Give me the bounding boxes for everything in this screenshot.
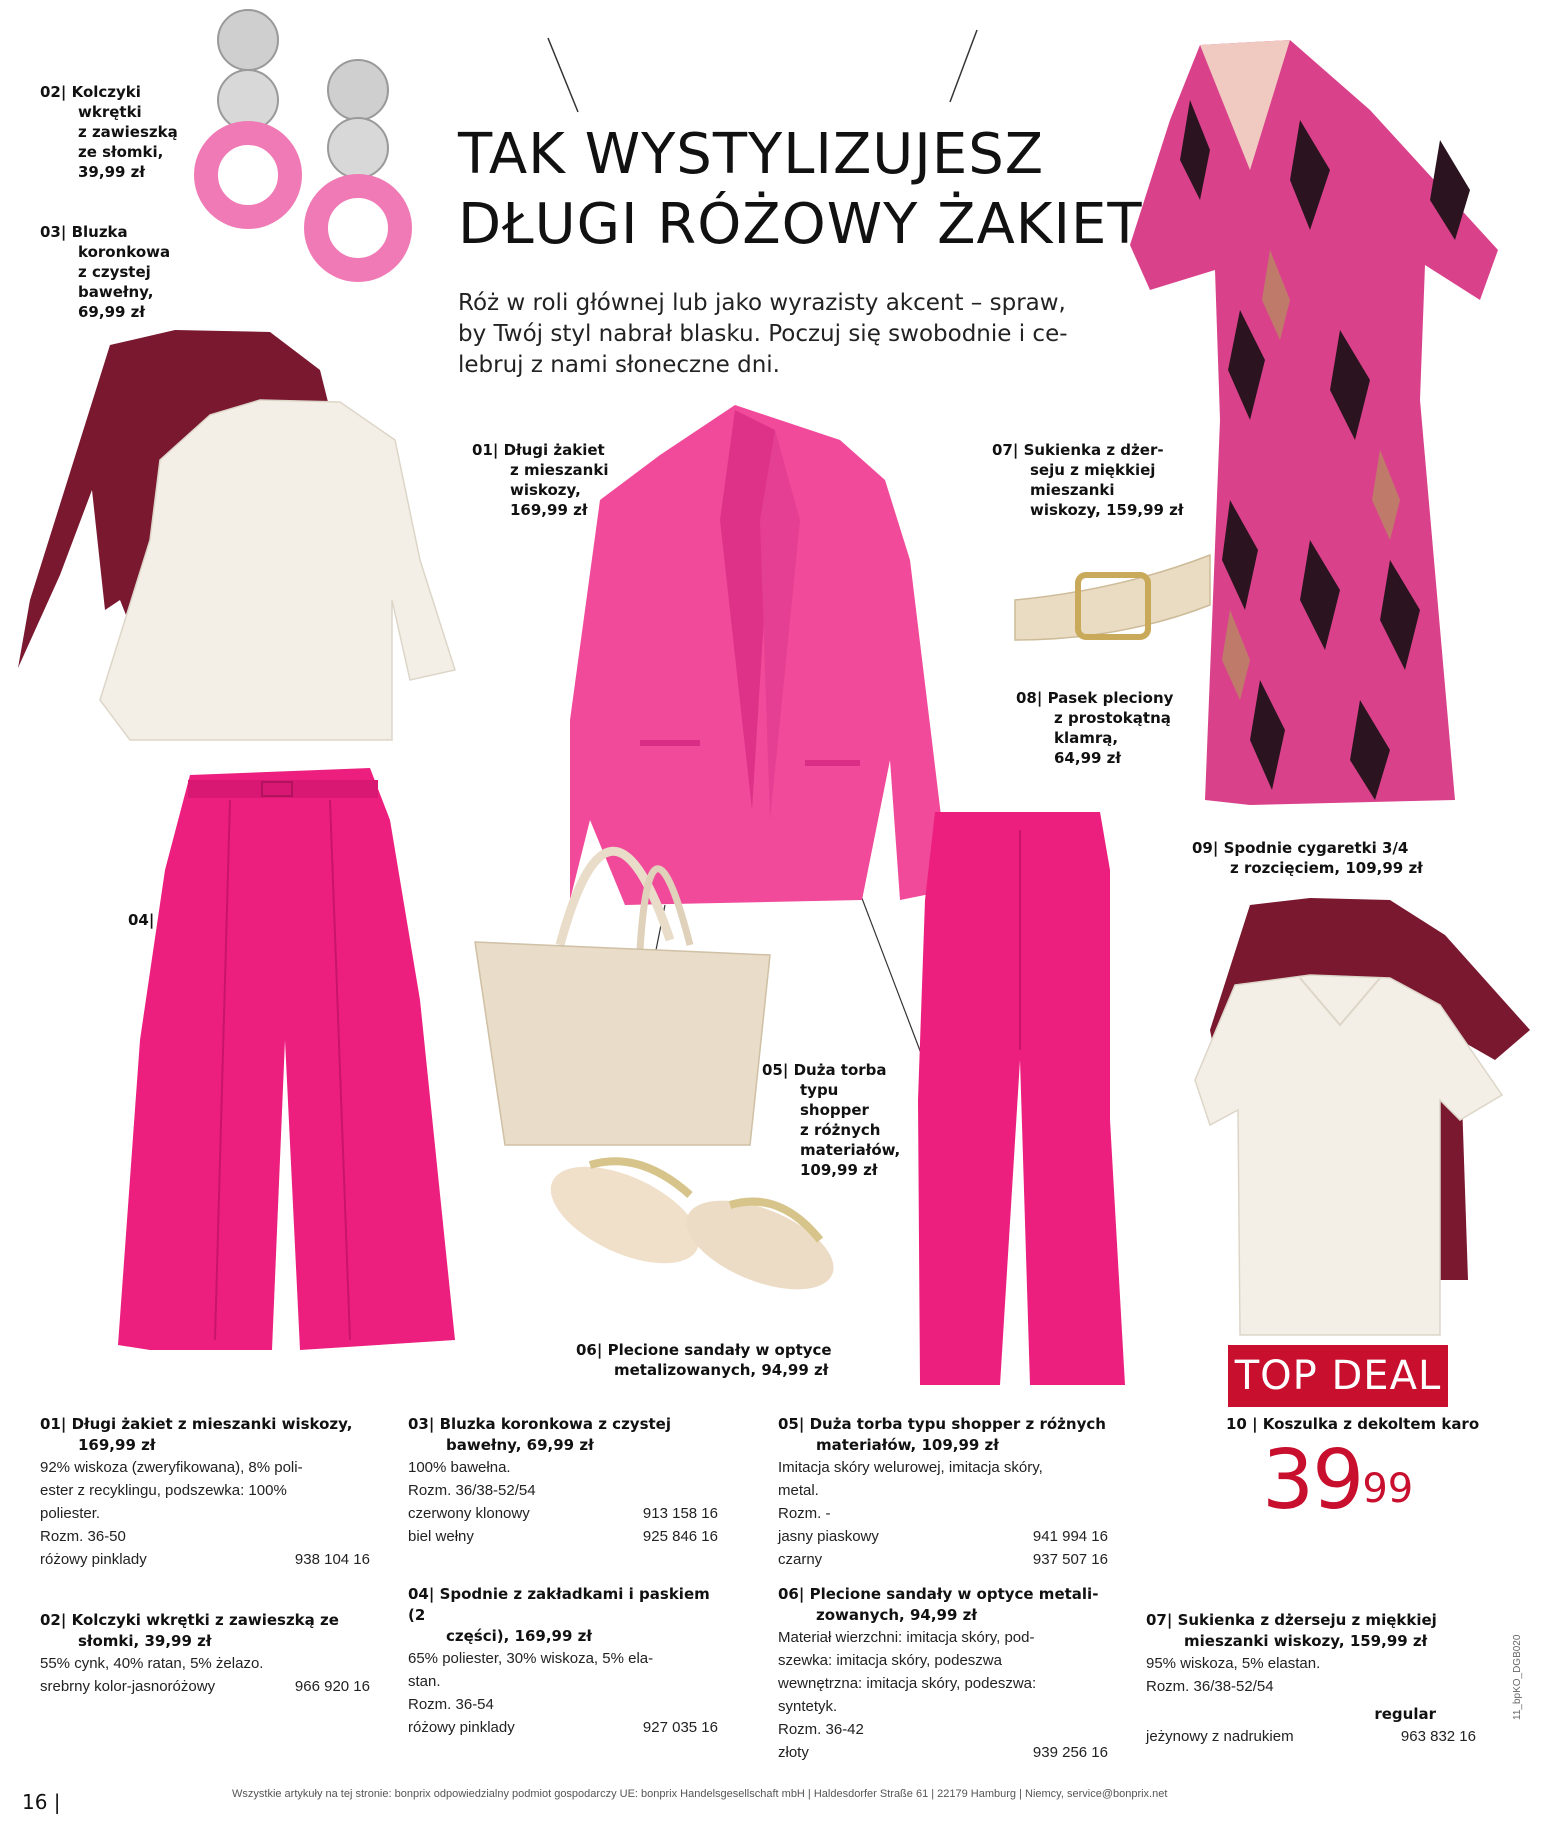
label-line: Spodnie cygaretki 3/4 — [1223, 839, 1409, 857]
label-number: 01 — [472, 441, 493, 459]
spec-variant-row: biel wełny 925 846 16 — [408, 1528, 718, 1545]
spec-line: Imitacja skóry welurowej, imitacja skóry, — [778, 1459, 1043, 1476]
label-number: 04 — [128, 911, 149, 929]
spec-line: Rozm. - — [778, 1505, 831, 1522]
spec-line: Rozm. 36/38-52/54 — [408, 1482, 536, 1499]
label-line: ze słomki, — [78, 143, 164, 161]
label-line: Pasek pleciony — [1047, 689, 1174, 707]
label-line: z różnych — [800, 1121, 881, 1139]
intro-text — [458, 288, 1098, 381]
spec-heading: 169,99 zł — [78, 1436, 156, 1454]
spec-variant-row: czarny 937 507 16 — [778, 1551, 1108, 1568]
label-tote-bag: 05| Duża torba typu shopper z różnych materiałów, 109,99 zł — [762, 1061, 901, 1179]
spec-variant-row: jasny piaskowy 941 994 16 — [778, 1528, 1108, 1545]
spec-block-02 — [40, 1610, 370, 1698]
label-line: z zawieszką — [78, 123, 178, 141]
spec-line: wewnętrzna: imitacja skóry, podeszwa: — [778, 1675, 1037, 1692]
wide-trousers-image — [118, 768, 455, 1350]
spec-line: ester z recyklingu, podszewka: 100% — [40, 1482, 287, 1499]
spec-variant-row: różowy pinklady 927 035 16 — [408, 1719, 718, 1736]
label-line: 39,99 zł — [78, 163, 145, 181]
label-line: bawełny, — [78, 283, 154, 301]
label-line: shopper — [800, 1101, 869, 1119]
top-deal-badge: TOP DEAL — [1228, 1345, 1448, 1407]
label-line: Kolczyki — [71, 83, 141, 101]
spec-block-06 — [778, 1584, 1108, 1764]
cigarette-trousers-image — [918, 812, 1125, 1385]
spec-variant-row: czerwony klonowy 913 158 16 — [408, 1505, 718, 1522]
spec-heading: materiałów, 109,99 zł — [816, 1436, 999, 1454]
intro-line: lebruj z nami słoneczne dni. — [458, 352, 780, 378]
spec-line: 55% cynk, 40% ratan, 5% żelazo. — [40, 1655, 264, 1672]
label-blouse: 03| Bluzka koronkowa z czystej bawełny, 69,99 zł — [40, 223, 171, 321]
blouse-image — [18, 330, 455, 740]
title-line-2: DŁUGI RÓŻOWY ŻAKIET — [458, 192, 1143, 257]
spec-line: Rozm. 36-42 — [778, 1721, 864, 1738]
label-line: typu — [800, 1081, 839, 1099]
spec-line: Rozm. 36/38-52/54 — [1146, 1678, 1274, 1695]
spec-heading: bawełny, 69,99 zł — [446, 1436, 594, 1454]
spec-heading: 01| Długi żakiet z mieszanki wiskozy, — [40, 1415, 353, 1433]
label-line: 69,99 zł — [78, 303, 145, 321]
spec-heading: mieszanki wiskozy, 159,99 zł — [1184, 1632, 1428, 1650]
label-earrings: 02| Kolczyki wkrętki z zawieszką ze słomki, 39,99 zł — [40, 83, 178, 181]
spec-block-01 — [40, 1414, 370, 1571]
label-line: z rozcięciem, 109,99 zł — [1230, 859, 1423, 877]
label-belt: 08| Pasek pleciony z prostokątną klamrą, 64,99 zł — [1016, 689, 1174, 767]
label-line: klamrą, — [1054, 729, 1119, 747]
spec-line: szewka: imitacja skóry, podeszwa — [778, 1652, 1002, 1669]
side-code: 11_bpKO_DGB020 — [1512, 1634, 1523, 1720]
label-number: 06 — [576, 1341, 597, 1359]
label-sandals: 06| Plecione sandały w optyce metalizowanych, 94,99 zł — [576, 1341, 832, 1379]
label-line: wkrętki — [78, 103, 142, 121]
label-dress: 07| Sukienka z dżer- seju z miękkiej mieszanki wiskozy, 159,99 zł — [992, 441, 1184, 519]
spec-variant-row: różowy pinklady 938 104 16 — [40, 1551, 370, 1568]
spec-variant-row: jeżynowy z nadrukiem 963 832 16 — [1146, 1728, 1476, 1745]
label-number: 08 — [1016, 689, 1037, 707]
spec-block-03 — [408, 1414, 718, 1548]
page-number: 16 | — [22, 1790, 61, 1814]
label-line: wiskozy, — [510, 481, 581, 499]
spec-variant-row: srebrny kolor-jasnoróżowy 966 920 16 — [40, 1678, 370, 1695]
spec-variant-row: złoty 939 256 16 — [778, 1744, 1108, 1761]
spec-heading: 05| Duża torba typu shopper z różnych — [778, 1415, 1106, 1433]
label-line: wiskozy, 159,99 zł — [1030, 501, 1184, 519]
spec-line: 100% bawełna. — [408, 1459, 511, 1476]
spec-line: Rozm. 36-50 — [40, 1528, 126, 1545]
spec-heading: części), 169,99 zł — [446, 1627, 592, 1645]
spec-heading: 07| Sukienka z dżerseju z miękkiej — [1146, 1611, 1437, 1629]
spec-line: Rozm. 36-54 — [408, 1696, 494, 1713]
spec-line: Materiał wierzchni: imitacja skóry, pod- — [778, 1629, 1035, 1646]
label-number: 02 — [40, 83, 61, 101]
label-line: z mieszanki — [510, 461, 609, 479]
label-line: 64,99 zł — [1054, 749, 1121, 767]
spec-heading: słomki, 39,99 zł — [78, 1632, 212, 1650]
tshirt-image — [1195, 898, 1530, 1335]
label-line: koronkowa — [78, 243, 171, 261]
label-line: metalizowanych, 94,99 zł — [614, 1361, 829, 1379]
intro-line: Róż w roli głównej lub jako wyrazisty akcent – spraw, — [458, 290, 1066, 316]
label-line: Plecione sandały w optyce — [607, 1341, 832, 1359]
spec-line: 65% poliester, 30% wiskoza, 5% ela- — [408, 1650, 654, 1667]
earrings-image — [206, 10, 400, 270]
label-number: 09 — [1192, 839, 1213, 857]
blazer-image — [570, 405, 950, 905]
label-line: mieszanki — [1030, 481, 1115, 499]
label-cigarette-trousers: 09| Spodnie cygaretki 3/4 z rozcięciem, 109,99 zł — [1192, 839, 1423, 877]
spec-heading: zowanych, 94,99 zł — [816, 1606, 977, 1624]
label-line: Duża torba — [793, 1061, 887, 1079]
footer-legal: Wszystkie artykuły na tej stronie: bonprix odpowiedzialny podmiot gospodarczy UE: bonprix Handelsgesellschaft mbH | Haldesdorfer Straße 61 | 22179 Hamburg | Niemcy, service@bonprix.net — [232, 1788, 1168, 1800]
label-blazer: 01| Długi żakiet z mieszanki wiskozy, 169,99 zł — [472, 441, 609, 519]
spec-line: metal. — [778, 1482, 819, 1499]
spec-line: stan. — [408, 1673, 441, 1690]
spec-heading: 02| Kolczyki wkrętki z zawieszką ze — [40, 1611, 339, 1629]
label-line: Sukienka z dżer- — [1023, 441, 1164, 459]
spec-variant-header: regular — [1374, 1705, 1436, 1723]
label-line: Bluzka — [71, 223, 128, 241]
price-main: 39 — [1262, 1433, 1363, 1528]
intro-line: by Twój styl nabrał blasku. Poczuj się swobodnie i ce- — [458, 321, 1068, 347]
label-line: 109,99 zł — [800, 1161, 878, 1179]
label-number: 05 — [762, 1061, 783, 1079]
dress-image — [1130, 40, 1498, 805]
price-cents: 99 — [1362, 1466, 1414, 1512]
spec-heading: 03| Bluzka koronkowa z czystej — [408, 1415, 671, 1433]
label-line: seju z miękkiej — [1030, 461, 1156, 479]
top-deal-price — [1262, 1433, 1414, 1528]
spec-heading: 04| Spodnie z zakładkami i paskiem (2 — [408, 1585, 710, 1624]
title-line-1: TAK WYSTYLIZUJESZ — [458, 122, 1045, 187]
spec-line: 95% wiskoza, 5% elastan. — [1146, 1655, 1321, 1672]
label-wide-trousers: 04| — [128, 911, 155, 929]
label-line: materiałów, — [800, 1141, 901, 1159]
label-line: Długi żakiet — [503, 441, 605, 459]
spec-block-07 — [1146, 1610, 1476, 1748]
spec-line: 92% wiskoza (zweryfikowana), 8% poli- — [40, 1459, 303, 1476]
belt-image — [1015, 555, 1210, 640]
label-line: z czystej — [78, 263, 151, 281]
spec-block-05 — [778, 1414, 1108, 1571]
label-number: 07 — [992, 441, 1013, 459]
spec-line: poliester. — [40, 1505, 101, 1522]
spec-line: syntetyk. — [778, 1698, 838, 1715]
label-line: 169,99 zł — [510, 501, 588, 519]
spec-block-04 — [408, 1584, 718, 1739]
page-title — [458, 120, 1143, 260]
spec-heading: 06| Plecione sandały w optyce metali- — [778, 1585, 1099, 1603]
label-number: 03 — [40, 223, 61, 241]
label-line: z prostokątną — [1054, 709, 1171, 727]
top-deal-label: 10 | Koszulka z dekoltem karo — [1226, 1415, 1480, 1433]
